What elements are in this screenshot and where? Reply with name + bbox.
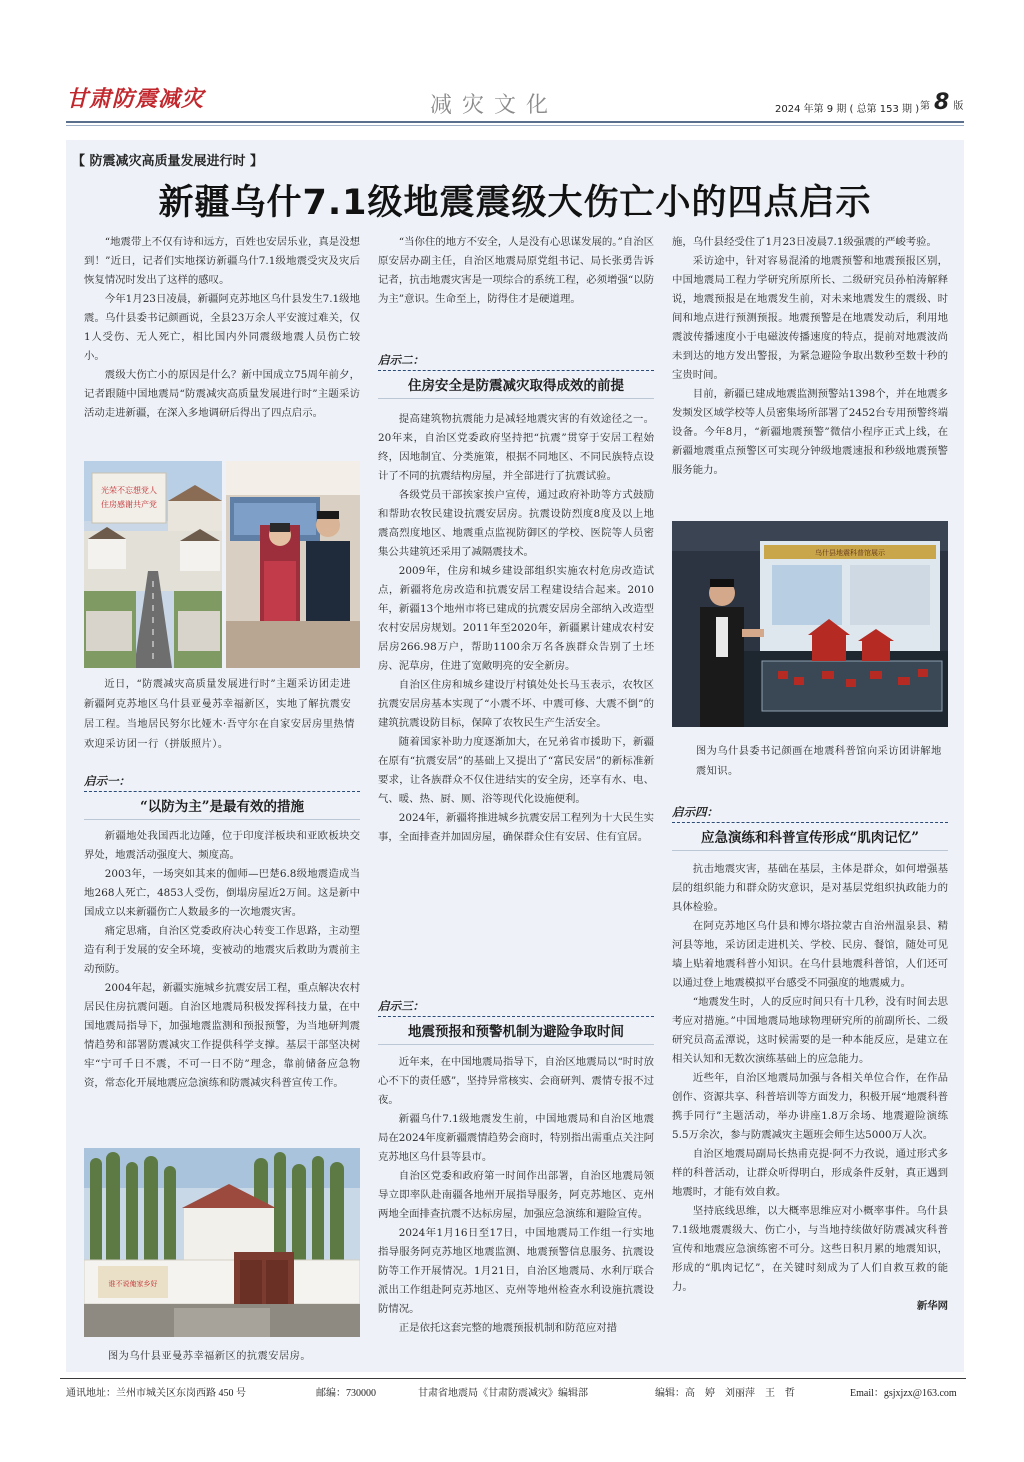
col1-section1-body [84, 827, 360, 1093]
section-underline [378, 398, 654, 399]
footer-editors: 编辑：高 婷 刘丽萍 王 哲 [655, 1388, 795, 1399]
section-title: 地震预报和预警机制为避险争取时间 [408, 1024, 624, 1040]
paragraph: 施，乌什县经受住了1月23日凌晨7.1级强震的严峻考验。 [672, 236, 937, 248]
paragraph: 新疆地处我国西北边陲，位于印度洋板块和亚欧板块交界处，地震活动强度大、频度高。 [84, 830, 360, 861]
photo2-caption: 图为乌什县亚曼苏幸福新区的抗震安居房。 [108, 1351, 312, 1362]
paragraph: “地震带上不仅有诗和远方，百姓也安居乐业，真是没想到！”近日，记者们实地探访新疆乌什7.1级地震受灾及灾后恢复情况时发出了这样的感叹。 [84, 236, 360, 286]
masthead-logo: 甘肃防震减灾 [66, 86, 205, 112]
photo3-caption: 图为乌什县委书记颜画在地震科普馆向采访团讲解地震知识。 [696, 746, 942, 777]
mural-text: 谁不说俺家乡好 [108, 1280, 158, 1288]
paragraph: 2003年，一场突如其来的伽师—巴楚6.8级地震造成当地268人死亡，4853人受伤，倒塌房屋近2万间。这是新中国成立以来新疆伤亡人数最多的一次地震灾害。 [84, 868, 360, 918]
paragraph: 正是依托这套完整的地震预报机制和防范应对措 [398, 1322, 617, 1334]
masthead-rule [66, 121, 964, 123]
col2-section2-body [378, 410, 654, 847]
photo-science-museum [672, 521, 948, 727]
paragraph: 自治区住房和城乡建设厅村镇处处长马玉表示，农牧区抗震安居房基本实现了“小震不坏、中震可修、大震不倒”的建筑抗震设防目标，保障了农牧民生产生活安全。 [378, 679, 654, 729]
footer-email[interactable]: Email：gsjxjzx@163.com [850, 1388, 957, 1399]
paragraph: 2024年，新疆将推进城乡抗震安居工程列为十大民生实事，全面排查并加固房屋，确保群众住有安居、住有宜居。 [378, 812, 654, 843]
paragraph: 近些年，自治区地震局加强与各相关单位合作，在作品创作、资源共享、科普培训等方面发力，积极开展“地震科普携手同行”主题活动，举办讲座1.8万余场、地震避险演练5.5万余次，参与防震减灾主题班会师生达5000万人次。 [672, 1072, 948, 1141]
paragraph: 新疆乌什7.1级地震发生前，中国地震局和自治区地震局在2024年度新疆震情趋势会商时，特别指出需重点关注阿克苏地区乌什县等县市。 [378, 1113, 654, 1163]
section-underline [378, 1044, 654, 1045]
section-rule [378, 370, 654, 371]
paragraph: “当你住的地方不安全，人是没有心思谋发展的。”自治区原安居办副主任，自治区地震局原党组书记、局长张勇告诉记者，抗击地震灾害是一项综合的系统工程，必须增强“以防为主”意识。生命至上，防得住才是硬道理。 [378, 236, 654, 305]
section-rule [84, 791, 360, 792]
section-rule [672, 822, 948, 823]
section-title: 住房安全是防震减灾取得成效的前提 [408, 378, 624, 394]
page-label-suffix: 版 [953, 101, 964, 112]
footer-rule [60, 1378, 966, 1379]
paragraph: 目前，新疆已建成地震监测预警站1398个，并在地震多发频发区域学校等人员密集场所部署了2452台专用预警终端设备。今年8月，“新疆地震预警”微信小程序正式上线，在新疆地震重点预警区可实现分钟级地震速报和秒级地震预警服务能力。 [672, 388, 948, 476]
paragraph: 提高建筑物抗震能力是减轻地震灾害的有效途径之一。20年来，自治区党委政府坚持把“抗震”贯穿于安居工程始终，因地制宜、分类施策，根据不同地区、不同民族特点设计了不同的抗震结构房屋，并全部进行了抗震试验。 [378, 413, 654, 482]
page-number [920, 90, 963, 115]
section-1-header [84, 773, 360, 820]
section-tag: 启示三： [378, 999, 424, 1013]
section-tag: 启示一： [84, 774, 130, 788]
section-3-header [378, 998, 654, 1045]
issue-number: 2024 年第 9 期 ( 总第 153 期 ) [775, 104, 920, 115]
article-source: 新华网 [916, 1300, 948, 1312]
paragraph: 震级大伤亡小的原因是什么？新中国成立75周年前夕，记者跟随中国地震局“防震减灾高质量发展进行时”主题采访活动走进新疆，在深入多地调研后得出了四点启示。 [84, 369, 360, 419]
photo-village-and-resident [84, 461, 360, 668]
section-underline [84, 819, 360, 820]
paragraph: 各级党员干部挨家挨户宣传，通过政府补助等方式鼓励和帮助农牧民建设抗震安居房。抗震设防烈度8度及以上地震高烈度地区、地震重点监视防御区的学校、医院等人员密集公共建筑还采用了减隔震技术。 [378, 489, 654, 558]
col3-lead [672, 233, 948, 480]
photo1-caption: 近日，“防震减灾高质量发展进行时”主题采访团走进新疆阿克苏地区乌什县亚曼苏幸福新区，实地了解抗震安居工程。当地居民努尔比娅木·吾守尔在自家安居房里热情欢迎采访团一行（拼版照片）。 [84, 679, 355, 750]
section-2-header [378, 352, 654, 399]
paragraph: 2009年，住房和城乡建设部组织实施农村危房改造试点，新疆将危房改造和抗震安居工程建设结合起来。2010年，新疆13个地州市将已建成的抗震安居房全部纳入改造型农村安居房规划。2011年至2020年，新疆累计建成农村安居房266.98万户，帮助1100余万名各族群众告别了土坯房、泥草房，住进了宽敞明亮的安全新房。 [378, 565, 654, 672]
paragraph: 抗击地震灾害，基础在基层，主体是群众，如何增强基层的组织能力和群众防灾意识，是对基层党组织执政能力的具体检验。 [672, 863, 948, 913]
section-tag: 启示四： [672, 805, 718, 819]
column-tag: 【 防震减灾高质量发展进行时 】 [72, 154, 264, 169]
section-4-header [672, 804, 948, 851]
col3-section4-body [672, 860, 948, 1316]
col1-intro [84, 233, 360, 423]
paragraph: 2004年起，新疆实施城乡抗震安居工程，重点解决农村居民住房抗震问题。自治区地震局积极发挥科技力量，在中国地震局指导下，加强地震监测和预报预警，为当地研判震情趋势和部署防震减灾工作提供科学支撑。基层干部坚决树牢“宁可千日不震，不可一日不防”理念，靠前储备应急物资，常态化开展地震应急演练和防震减灾科普宣传工作。 [84, 982, 360, 1089]
paragraph: 痛定思痛，自治区党委政府决心转变工作思路，主动塑造有利于发展的安全环境，变被动的地震灾后救助为震前主动预防。 [84, 925, 360, 975]
headline: 新疆乌什7.1级地震震级大伤亡小的四点启示 [158, 183, 872, 223]
section-title: 应急演练和科普宣传形成“肌肉记忆” [700, 830, 920, 846]
wall-sign-line2: 住房感谢共产党 [101, 500, 157, 509]
exhibit-banner: 乌什县地震科普馆展示 [815, 549, 885, 557]
section-title: 减灾文化 [430, 93, 559, 118]
footer-postcode: 邮编：730000 [316, 1388, 376, 1399]
paragraph: 近年来，在中国地震局指导下，自治区地震局以“时时放心不下的责任感”，坚持异常核实、会商研判、震情专报不过夜。 [378, 1056, 654, 1106]
paragraph: 在阿克苏地区乌什县和博尔塔拉蒙古自治州温泉县、精河县等地，采访团走进机关、学校、民房、餐馆，随处可见墙上贴着地震科普小知识。在乌什县地震科普馆，人们还可以通过登上地震模拟平台感受不同强度的地震威力。 [672, 920, 948, 989]
page-label-prefix: 第 [920, 101, 930, 112]
paragraph: 采访途中，针对容易混淆的地震预警和地震预报区别，中国地震局工程力学研究所原所长、二级研究员孙柏涛解释说，地震预报是在地震发生前，对未来地震发生的震级、时间和地点进行预测预报。地震预警是在地震发动后，利用地震波传播速度小于电磁波传播速度的特点，提前对地震波尚未到达的地方发出警报，为紧急避险争取出数秒至数十秒的宝贵时间。 [672, 255, 948, 381]
paragraph: 坚持底线思维，以大概率思维应对小概率事件。乌什县7.1级地震震级大、伤亡小，与当地持续做好防震减灾科普宣传和地震应急演练密不可分。这些日积月累的地震知识，形成的“肌肉记忆”，在关键时刻成为了人们自救互救的能力。 [672, 1205, 948, 1293]
section-underline [672, 850, 948, 851]
col2-intro [378, 233, 654, 309]
section-rule [378, 1016, 654, 1017]
masthead-rule-thin [66, 125, 964, 126]
col2-section3-body [378, 1053, 654, 1338]
section-tag: 启示二： [378, 353, 424, 367]
paragraph: 随着国家补助力度逐渐加大，在兄弟省市援助下，新疆在原有“抗震安居”的基础上又提出了“富民安居”的新标准新要求，让各族群众不仅住进结实的安全房，还享有水、电、气、暖、热、厨、厕、浴等现代化设施便利。 [378, 736, 654, 805]
paragraph: 自治区地震局副局长热甫克提·阿不力孜说，通过形式多样的科普活动，让群众听得明白，形成条件反射，真正遇到地震时，才能有效自救。 [672, 1148, 948, 1198]
photo-earthquake-resistant-houses [84, 1148, 360, 1337]
paragraph: 自治区党委和政府第一时间作出部署，自治区地震局领导立即率队赴南疆各地州开展指导服务，阿克苏地区、克州两地全面排查抗震不达标房屋，加强应急演练和避险宣传。 [378, 1170, 654, 1220]
paragraph: 2024年1月16日至17日，中国地震局工作组一行实地指导服务阿克苏地区地震监测、地震预警信息服务、抗震设防等工作开展情况。1月21日，自治区地震局、水利厅联合派出工作组赴阿克苏地区、克州等地州检查水利设施抗震设防情况。 [378, 1227, 654, 1315]
paragraph: “地震发生时，人的反应时间只有十几秒，没有时间去思考应对措施。”中国地震局地球物理研究所的前副所长、二级研究员高孟潭说，这时候需要的是一种本能反应，是建立在相关认知和无数次演练基础上的应急能力。 [672, 996, 948, 1065]
section-title: “以防为主”是最有效的措施 [139, 799, 305, 815]
footer-address: 通讯地址：兰州市城关区东岗西路 450 号 [66, 1388, 246, 1399]
wall-sign-line1: 光荣不忘想党人 [101, 486, 157, 495]
paragraph: 今年1月23日凌晨，新疆阿克苏地区乌什县发生7.1级地震。乌什县委书记颜画说，全县23万余人平安渡过难关，仅1人受伤、无人死亡，相比国内外同震级地震人员伤亡较小。 [84, 293, 360, 362]
page-number-value: 8 [934, 90, 950, 115]
footer-publisher: 甘肃省地震局《甘肃防震减灾》编辑部 [418, 1388, 588, 1399]
